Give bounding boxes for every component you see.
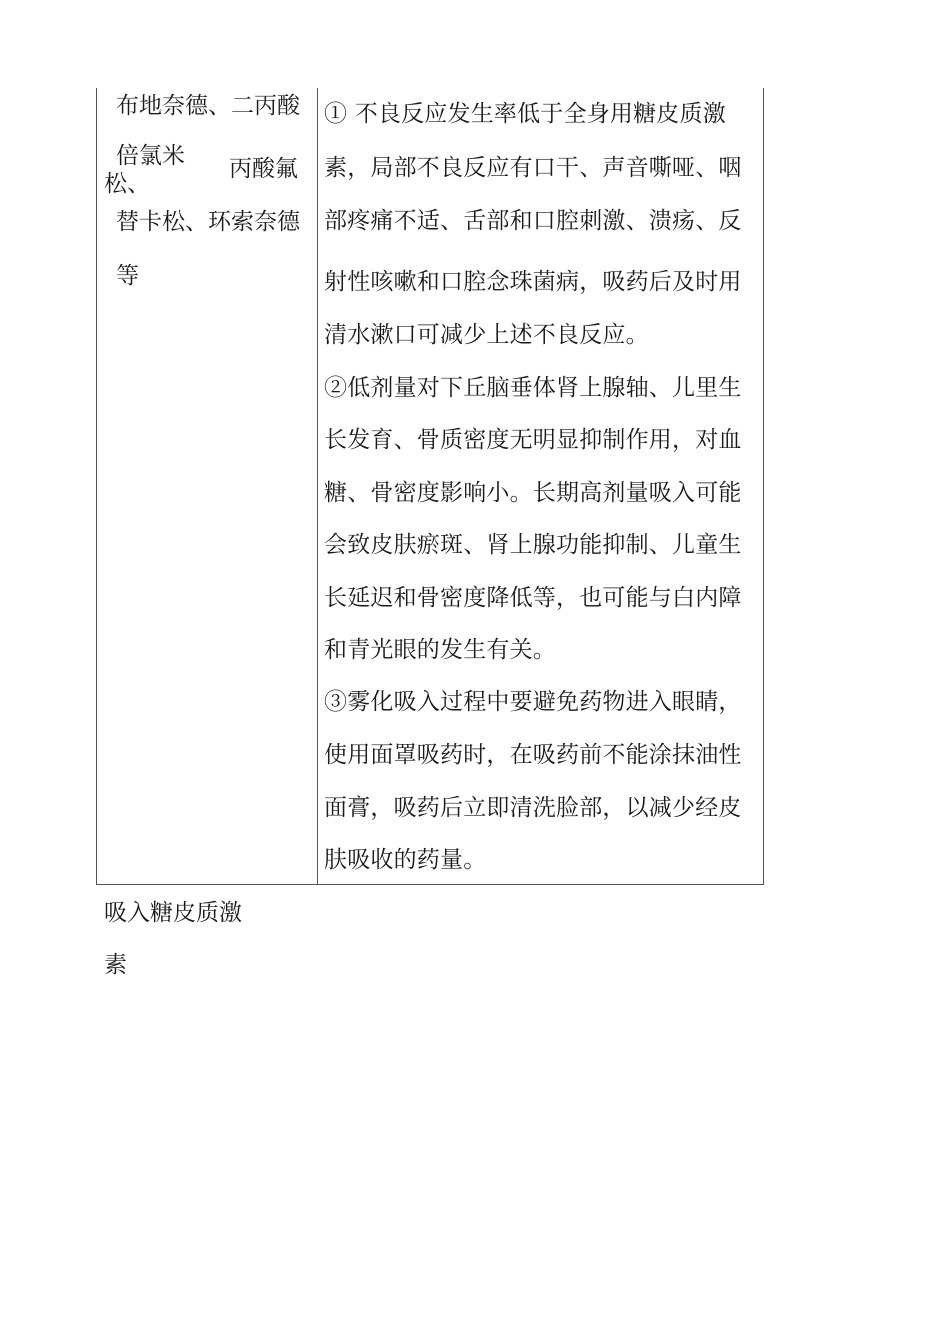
drug-names-line-3: 松、 [104,171,150,197]
table-column-divider [317,88,318,885]
adverse-effects-line: 使用面罩吸药时，在吸药前不能涂抹油性 [324,742,742,768]
adverse-effects-line: 会致皮肤瘀斑、肾上腺功能抑制、儿童生 [324,532,742,558]
adverse-effects-line: 射性咳嗽和口腔念珠菌病，吸药后及时用 [324,269,742,295]
table-bottom-border [96,884,764,885]
drug-names-line-2b: 丙酸氟 [229,156,298,182]
adverse-effects-line: 和青光眼的发生有关。 [324,637,556,663]
drug-names-line-1: 布地奈德、二丙酸 [116,93,300,119]
category-label-line-2: 素 [104,952,127,978]
adverse-effects-line: 素，局部不良反应有口干、声音嘶哑、咽 [324,155,742,181]
adverse-effects-line: 肤吸收的药量。 [324,847,487,873]
adverse-effects-line: 面膏，吸药后立即清洗脸部，以减少经皮 [324,795,742,821]
adverse-effects-line: 部疼痛不适、舌部和口腔刺激、溃疡、反 [324,208,742,234]
category-label-line-1: 吸入糖皮质激 [104,900,242,926]
drug-names-line-4: 替卡松、环索奈德 [116,209,300,235]
adverse-effects-line: ②低剂量对下丘脑垂体肾上腺轴、儿里生 [324,375,742,401]
adverse-effects-line: ① 不良反应发生率低于全身用糖皮质激 [324,101,726,127]
drug-names-line-2a: 倍氯米 [116,143,185,169]
table-right-border [763,88,764,885]
table-left-border [96,88,97,885]
adverse-effects-line: ③雾化吸入过程中要避免药物进入眼睛， [324,689,742,715]
adverse-effects-line: 糖、骨密度影响小。长期高剂量吸入可能 [324,480,742,506]
drug-names-line-5: 等 [116,263,139,289]
adverse-effects-line: 长发育、骨质密度无明显抑制作用，对血 [324,427,742,453]
adverse-effects-line: 清水漱口可减少上述不良反应。 [324,322,649,348]
adverse-effects-line: 长延迟和骨密度降低等，也可能与白内障 [324,585,742,611]
